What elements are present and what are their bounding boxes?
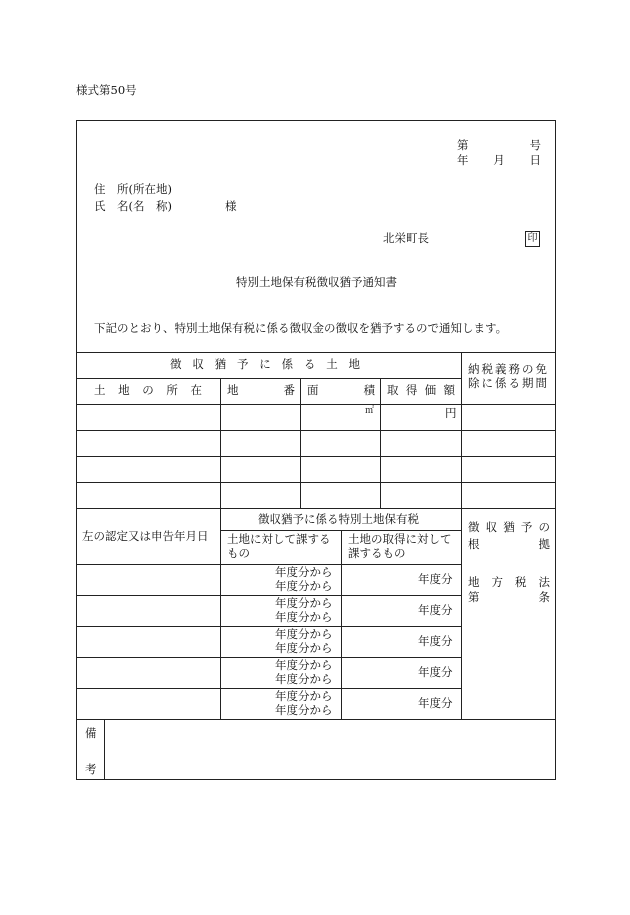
remarks-label-1: 備 — [85, 726, 97, 740]
exemption-period-header: 納税義務の免除に係る期間 — [468, 362, 549, 391]
document-number: 第 号 — [457, 138, 541, 152]
deferred-tax-header: 徴収猶予に係る特別土地保有税 — [258, 512, 419, 526]
deferral-basis-header-2: 根 拠 — [468, 537, 550, 551]
body-text: 下記のとおり、特別土地保有税に係る徴収金の徴収を猶予するので通知します。 — [94, 321, 508, 335]
to-year-label: 年度分から — [275, 641, 333, 655]
price-unit: 円 — [445, 406, 457, 420]
form-number: 様式第50号 — [76, 83, 137, 97]
year-label: 年度分 — [418, 665, 453, 679]
address-label: 住 所(所在地) — [94, 182, 172, 196]
area-unit: ㎡ — [365, 406, 375, 416]
from-year-label: 年度分から — [275, 627, 333, 641]
document-title: 特別土地保有税徴収猶予通知書 — [236, 275, 397, 289]
issue-date: 年 月 日 — [457, 153, 541, 167]
deferral-basis-header-1: 徴 収 猶 予 の — [468, 520, 550, 534]
year-label: 年度分 — [418, 603, 453, 617]
year-label: 年度分 — [418, 696, 453, 710]
basis-article: 第 条 — [468, 590, 550, 604]
honorific: 様 — [225, 199, 237, 213]
seal-mark: 印 — [525, 231, 540, 247]
column-location: 土 地 の 所 在 — [94, 383, 202, 397]
remarks-label-2: 考 — [85, 762, 97, 776]
column-area: 面 積 — [307, 383, 375, 397]
to-year-label: 年度分から — [275, 672, 333, 686]
year-label: 年度分 — [418, 634, 453, 648]
from-year-label: 年度分から — [275, 658, 333, 672]
notice-form — [76, 120, 556, 780]
basis-law: 地 方 税 法 — [468, 575, 550, 589]
to-year-label: 年度分から — [275, 703, 333, 717]
to-year-label: 年度分から — [275, 610, 333, 624]
issuer: 北栄町長 — [383, 231, 429, 245]
filing-date-header: 左の認定又は申告年月日 — [82, 529, 209, 543]
year-label: 年度分 — [418, 572, 453, 586]
column-lot-number: 地 番 — [227, 383, 295, 397]
land-group-header: 徴 収 猶 予 に 係 る 土 地 — [170, 357, 360, 371]
land-tax-header: 土地に対して課するもの — [227, 532, 331, 561]
to-year-label: 年度分から — [275, 579, 333, 593]
acquisition-tax-header: 土地の取得に対して課するもの — [348, 532, 452, 561]
from-year-label: 年度分から — [275, 596, 333, 610]
from-year-label: 年度分から — [275, 565, 333, 579]
name-label: 氏 名(名 称) — [94, 199, 172, 213]
column-acquisition-price: 取 得 価 額 — [387, 383, 455, 397]
from-year-label: 年度分から — [275, 689, 333, 703]
